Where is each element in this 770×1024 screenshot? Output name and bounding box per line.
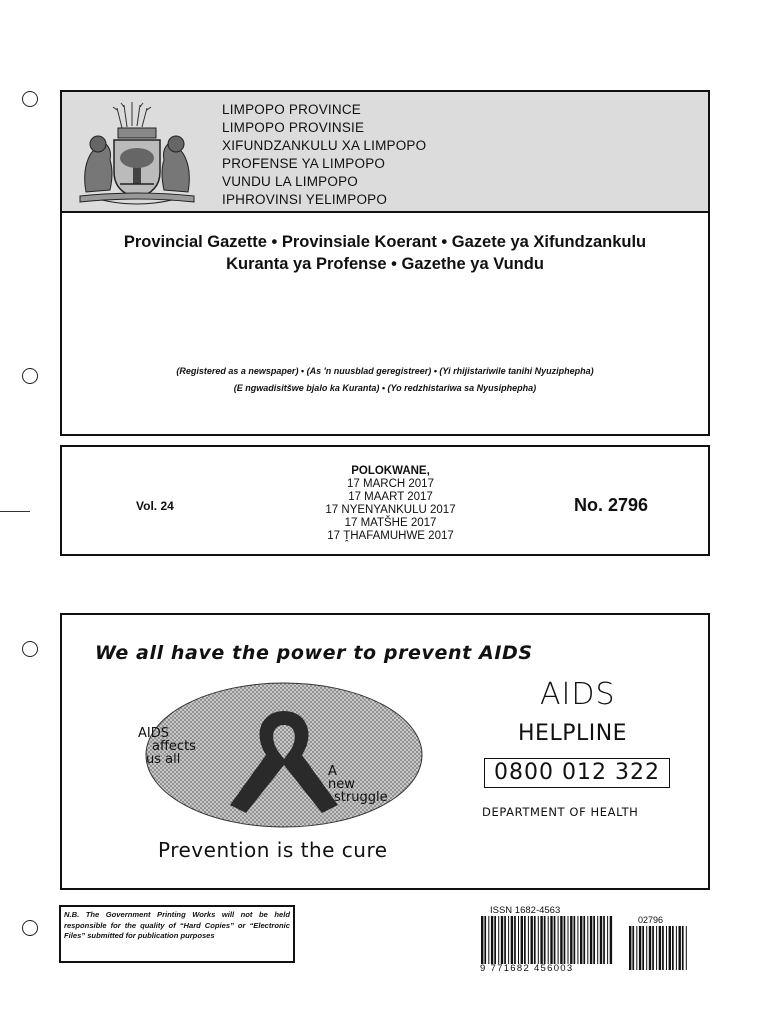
barcode-bar <box>646 926 647 970</box>
barcode-bar <box>511 916 513 964</box>
barcode-bar <box>659 926 661 970</box>
barcode-bar <box>639 926 641 970</box>
registration-line: (E ngwadisitšwe bjalo ka Kuranta) • (Yo redzhistariwa sa Nyusiphepha) <box>233 383 537 393</box>
province-name: PROFENSE YA LIMPOPO <box>222 156 386 171</box>
barcode-bar <box>600 916 602 964</box>
barcode-bar <box>568 916 569 964</box>
place-name: POLOKWANE, <box>351 465 430 477</box>
barcode-bar <box>607 916 608 964</box>
barcode-bar <box>491 916 493 964</box>
aids-slogan: We all have the power to prevent AIDS <box>95 642 533 664</box>
barcode-bar <box>544 916 546 964</box>
province-names-list <box>222 101 426 209</box>
new-struggle-line: A <box>328 764 337 779</box>
supplement-number: 02796 <box>638 915 664 925</box>
barcode-bar <box>564 916 566 964</box>
issue-date: 17 NYENYANKULU 2017 <box>325 504 456 516</box>
masthead <box>60 90 710 436</box>
barcode-bar <box>590 916 592 964</box>
barcode-bar <box>521 916 523 964</box>
prevention-tagline: Prevention is the cure <box>158 838 388 862</box>
place-and-dates <box>288 465 493 543</box>
barcode-bar <box>538 916 539 964</box>
barcode-bar <box>548 916 549 964</box>
binder-hole <box>22 920 38 936</box>
barcode-bar <box>534 916 536 964</box>
barcode-bar <box>632 926 634 970</box>
barcode-bar <box>558 916 559 964</box>
new-struggle-text <box>328 765 388 804</box>
barcode-bar <box>686 926 687 970</box>
issue-date: 17 MATŠHE 2017 <box>344 517 437 529</box>
issue-details <box>60 445 710 556</box>
fold-mark <box>0 511 30 512</box>
barcode-bar <box>554 916 556 964</box>
barcode-bar <box>652 926 654 970</box>
aids-affects-line: AIDS <box>138 726 169 741</box>
aids-affects-text <box>138 727 196 766</box>
aids-affects-line: us all <box>146 752 181 767</box>
barcode-bar <box>531 916 533 964</box>
aids-affects-line: affects <box>152 739 196 754</box>
barcode-bar <box>603 916 605 964</box>
binder-hole <box>22 641 38 657</box>
barcode-bar <box>587 916 588 964</box>
barcode-bar <box>508 916 509 964</box>
department-name: DEPARTMENT OF HEALTH <box>482 805 639 819</box>
barcode-bar <box>610 916 612 964</box>
barcode-bar <box>501 916 503 964</box>
barcode-bar <box>682 926 684 970</box>
barcode-bar <box>570 916 572 964</box>
barcode-bar <box>593 916 595 964</box>
barcode-bar <box>488 916 489 964</box>
province-name: LIMPOPO PROVINCE <box>222 102 361 117</box>
barcode-bar <box>574 916 576 964</box>
barcode-bar <box>498 916 499 964</box>
aids-advertisement <box>60 613 710 890</box>
gazette-title-line: Provincial Gazette • Provinsiale Koerant • Gazete ya Xifundzankulu <box>123 233 647 251</box>
binder-hole <box>22 368 38 384</box>
barcode-bar <box>669 926 671 970</box>
binder-hole <box>22 91 38 107</box>
barcode-bar <box>524 916 526 964</box>
province-name: VUNDU LA LIMPOPO <box>222 174 358 189</box>
barcode-bar <box>577 916 578 964</box>
barcode-bar <box>484 916 486 964</box>
issue-date: 17 MAART 2017 <box>348 491 433 503</box>
masthead-banner <box>62 92 708 213</box>
barcode-digits: 9 771682 456003 <box>480 963 574 974</box>
nb-notice: N.B. The Government Printing Works will not be held responsible for the quality of “Hard Copies” or “Electronic Files” submitted for publication purposes <box>59 905 295 963</box>
issue-date: 17 ṰHAFAMUHWE 2017 <box>327 530 454 542</box>
barcode-bar <box>642 926 644 970</box>
barcode-bar <box>636 926 637 970</box>
gazette-title <box>62 231 708 275</box>
issue-number: No. 2796 <box>574 495 649 515</box>
helpline-title: AIDS <box>540 677 616 712</box>
barcode-bar <box>550 916 552 964</box>
barcode-bar <box>662 926 664 970</box>
barcode-bar <box>494 916 496 964</box>
barcode-bar <box>679 926 681 970</box>
barcode-bar <box>560 916 562 964</box>
barcode-bar <box>666 926 667 970</box>
new-struggle-line: new <box>328 777 355 792</box>
helpline-label: HELPLINE <box>518 721 628 746</box>
province-name: IPHROVINSI YELIMPOPO <box>222 192 388 207</box>
barcode-bar <box>514 916 516 964</box>
registration-notice <box>62 363 708 397</box>
coat-of-arms-icon <box>72 100 202 208</box>
barcode-bar <box>676 926 677 970</box>
province-name: LIMPOPO PROVINSIE <box>222 120 365 135</box>
volume-number: Vol. 24 <box>136 499 174 513</box>
barcode-bar <box>656 926 657 970</box>
gazette-title-line: Kuranta ya Profense • Gazethe ya Vundu <box>226 255 544 273</box>
barcode-bar <box>597 916 598 964</box>
barcode-bar <box>583 916 585 964</box>
barcode-bar <box>481 916 483 964</box>
barcode-bar <box>540 916 542 964</box>
barcode-bar <box>629 926 631 970</box>
issue-date: 17 MARCH 2017 <box>347 478 434 490</box>
new-struggle-line: struggle <box>334 790 388 805</box>
barcode-bar <box>649 926 651 970</box>
barcode-bar <box>504 916 506 964</box>
barcode-bar <box>518 916 519 964</box>
barcode-bar <box>672 926 674 970</box>
issn-label: ISSN 1682-4563 <box>490 905 561 916</box>
registration-line: (Registered as a newspaper) • (As 'n nuusblad geregistreer) • (Yi rhijistariwile tanihi Nyuziphepha) <box>176 366 594 376</box>
barcode-bar <box>528 916 529 964</box>
helpline-number: 0800 012 322 <box>484 758 670 788</box>
barcode-bar <box>580 916 582 964</box>
supplement-barcode-icon <box>628 926 690 970</box>
province-name: XIFUNDZANKULU XA LIMPOPO <box>222 138 427 153</box>
